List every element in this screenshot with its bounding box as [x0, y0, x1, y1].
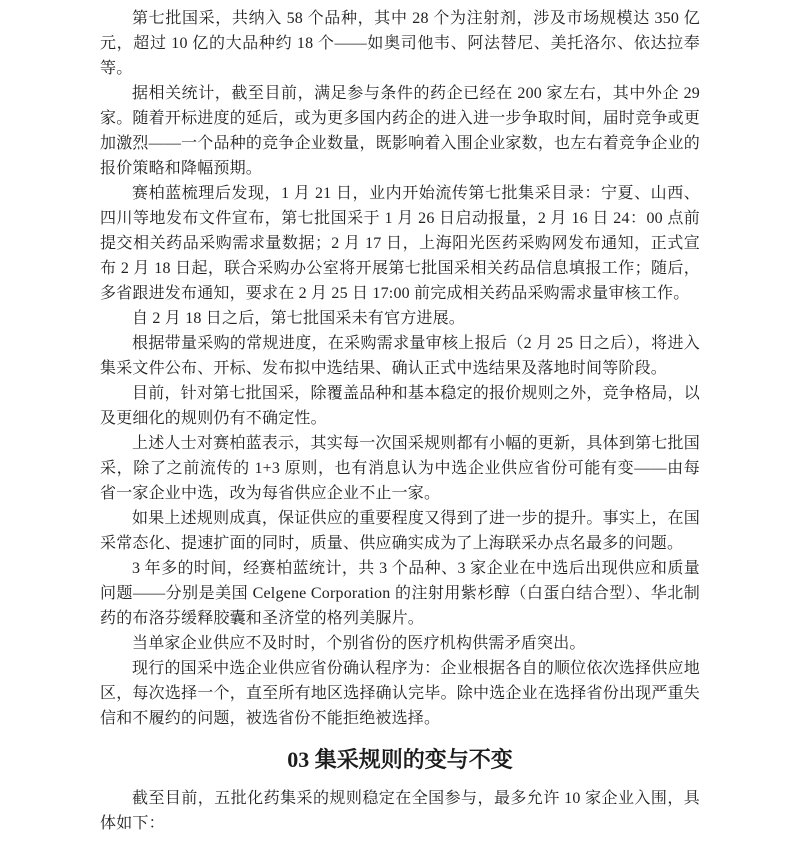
body-paragraph: 现行的国采中选企业供应省份确认程序为：企业根据各自的顺位依次选择供应地区，每次选择一个，直至所有地区选择确认完毕。除中选企业在选择省份出现严重失信和不履约的问题，被选省份不能拒绝被选择。 — [100, 660, 700, 727]
body-paragraph: 3 年多的时间，经赛柏蓝统计，共 3 个品种、3 家企业在中选后出现供应和质量问题——分别是美国 Celgene Corporation 的注射用紫杉醇（白蛋白结合型）、华北制药的布洛芬缓释胶囊和圣济堂的格列美脲片。 — [100, 560, 700, 627]
body-paragraph: 自 2 月 18 日之后，第七批国采未有官方进展。 — [132, 310, 466, 327]
body-paragraph: 第七批国采，共纳入 58 个品种，其中 28 个为注射剂，涉及市场规模达 350 亿元，超过 10 亿的大品种约 18 个——如奥司他韦、阿法替尼、美托洛尔、依达拉奉等。 — [100, 10, 700, 77]
body-paragraph: 目前，针对第七批国采，除覆盖品种和基本稳定的报价规则之外，竞争格局，以及更细化的规则仍有不确定性。 — [100, 385, 700, 427]
body-paragraph: 如果上述规则成真，保证供应的重要程度又得到了进一步的提升。事实上，在国采常态化、提速扩面的同时，质量、供应确实成为了上海联采办点名最多的问题。 — [100, 510, 700, 552]
body-paragraph: 截至目前，五批化药集采的规则稳定在全国参与，最多允许 10 家企业入围，具体如下： — [100, 790, 700, 832]
body-paragraph: 据相关统计，截至目前，满足参与条件的药企已经在 200 家左右，其中外企 29 家。随着开标进度的延后，或为更多国内药企的进入进一步争取时间，届时竞争或更加激烈——一个品种的竞争企业数量，既影响着入围企业家数，也左右着竞争企业的报价策略和降幅预期。 — [100, 85, 700, 177]
body-paragraph: 上述人士对赛柏蓝表示，其实每一次国采规则都有小幅的更新，具体到第七批国采，除了之前流传的 1+3 原则，也有消息认为中选企业供应省份可能有变——由每省一家企业中选，改为每省供应企业不止一家。 — [100, 435, 700, 502]
body-paragraph: 赛柏蓝梳理后发现，1 月 21 日，业内开始流传第七批集采目录：宁夏、山西、四川等地发布文件宣布，第七批国采于 1 月 26 日启动报量，2 月 16 日 24：00 点前提交相关药品采购需求量数据；2 月 17 日，上海阳光医药采购网发布通知，正式宣布 2 月 18 日起，联合采购办公室将开展第七批国采相关药品信息填报工作；随后，多省跟进发布通知，要求在 2 月 25 日 17:00 前完成相关药品采购需求量审核工作。 — [100, 185, 700, 302]
body-paragraph: 根据带量采购的常规进度，在采购需求量审核上报后（2 月 25 日之后），将进入集采文件公布、开标、发布拟中选结果、确认正式中选结果及落地时间等阶段。 — [100, 335, 700, 377]
section-heading: 03 集采规则的变与不变 — [287, 747, 513, 772]
body-paragraph: 当单家企业供应不及时时，个别省份的医疗机构供需矛盾突出。 — [132, 635, 586, 652]
